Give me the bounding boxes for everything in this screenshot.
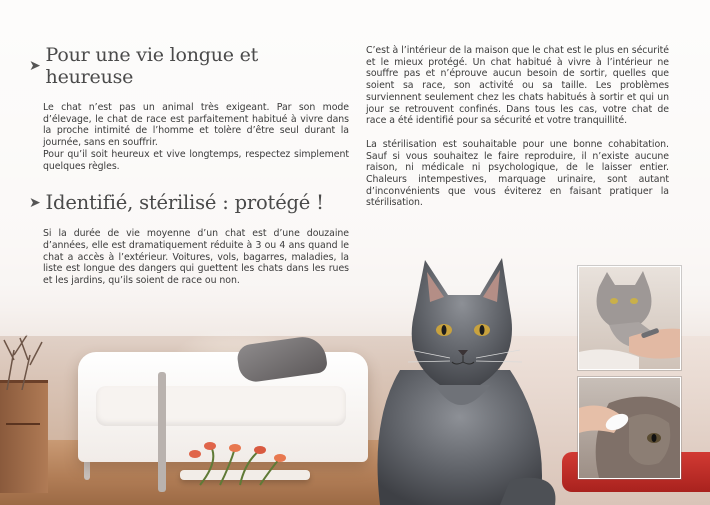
right-paragraph-1: C’est à l’intérieur de la maison que le chat est le plus en sécurité et le mieux protégé. Un chat habitué à vivre à l’intérieur ne souffre pas et n’éprouve aucun besoin de sortir, quelles que soient sa race, son activité ou sa taille. Les problèmes surviennent seulement chez les chats habitués à sortir et qui un jour se retrouvent confinés. Dans tous les cas, votre chat de race a été identifié pour sa sécurité et votre tranquillité.: [366, 45, 669, 127]
kitten-nail-clipping-picture: [579, 267, 680, 369]
right-paragraph-2: La stérilisation est souhaitable pour une bonne cohabitation. Sauf si vous souhaitez le faire reproduire, il n’existe aucune raison, ni médicale ni psychologique, de le laisser entier. Chaleurs intempestives, marquage urinaire, sont autant d’inconvénients que vous éviterez en faisant pratiquer la stérilisation.: [366, 138, 669, 209]
left-column: [29, 44, 349, 287]
section1-paragraph-1: Le chat n’est pas un animal très exigeant. Par son mode d’élevage, le chat de race est parfaitement habitué à vivre dans la proche intimité de l’homme et tolère d’être seul durant la journée, sans en souffrir.: [43, 102, 349, 149]
photo-kitten-eye-cleaning: [578, 377, 681, 479]
branches-decoration: [2, 330, 62, 390]
sofa-cushion: [96, 386, 346, 426]
section1-title: Pour une vie longue et heureuse: [45, 44, 259, 88]
section2-title: Identifié, stérilisé : protégé !: [45, 191, 324, 215]
arrow-bullet-icon: ➤: [29, 58, 41, 74]
grey-cat-illustration: [330, 250, 570, 505]
right-column: [366, 45, 669, 209]
tulips-decoration: [180, 440, 300, 490]
section1-paragraph-2: Pour qu’il soit heureux et vive longtemps, respectez simplement quelques règles.: [43, 148, 349, 172]
section2-paragraph-1: Si la durée de vie moyenne d’un chat est d’une douzaine d’années, elle est dramatiquement réduite à 3 ou 4 ans quand le chat a accès à l’extérieur. Voitures, vols, bagarres, maladies, la liste est longue des dangers qui guettent les chats dans les rues et les jardins, qu’ils soient de race ou non.: [43, 228, 349, 287]
cabinet: [0, 380, 48, 493]
lamp-stand: [158, 372, 166, 492]
kitten-eye-cleaning-picture: [579, 378, 680, 478]
arrow-bullet-icon: ➤: [29, 194, 41, 211]
photo-kitten-nail-clipping: [578, 266, 681, 370]
section2-heading: [29, 191, 349, 214]
section1-heading: [29, 44, 349, 88]
